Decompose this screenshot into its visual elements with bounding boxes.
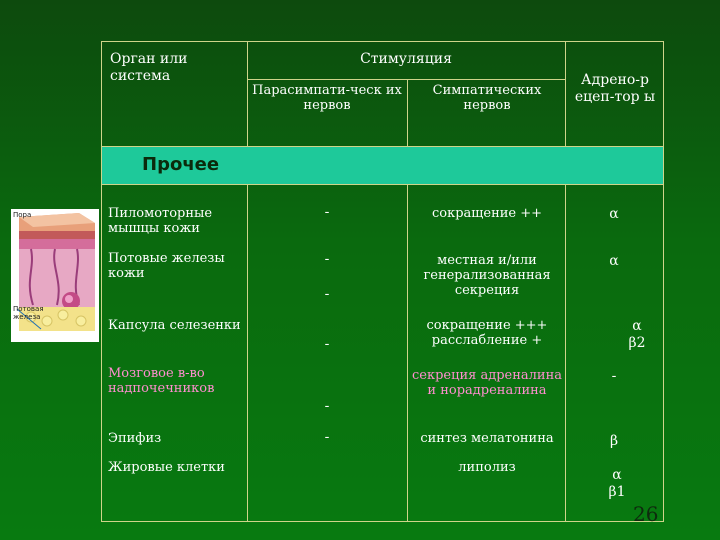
table-row-symp: секреция адреналина и норадреналина	[412, 368, 562, 398]
table-row-symp: липолиз	[458, 460, 516, 475]
table-row-para: -	[324, 251, 330, 267]
page-number: 26	[633, 502, 659, 526]
table-extra-dash: -	[324, 286, 330, 302]
table-row-para: -	[324, 336, 330, 352]
table-row-receptor: -	[611, 368, 617, 384]
table-row-para: -	[324, 398, 330, 414]
table-row-symp: местная и/или генерализованная секреция	[423, 253, 551, 298]
table-row-para: -	[324, 429, 330, 445]
table-row-organ: Эпифиз	[108, 431, 162, 446]
comparison-table	[101, 41, 664, 522]
table-row-para: -	[324, 204, 330, 220]
header-adrenoreceptors: Адрено-р ецеп-тор ы	[574, 72, 656, 105]
table-row-symp: синтез мелатонина	[420, 431, 554, 446]
table-row-receptor: α	[609, 253, 619, 269]
header-organ-system: Орган или система	[110, 51, 188, 84]
table-row-receptor: α β2	[628, 318, 646, 351]
section-title: Прочее	[142, 154, 220, 175]
header-parasympathetic: Парасимпати-ческ их нервов	[252, 83, 402, 113]
header-stimulation: Стимуляция	[360, 51, 452, 67]
figure-label-sweat-gland: Потовая железа	[13, 305, 44, 321]
table-row-receptor: α	[609, 206, 619, 222]
skin-cross-section-figure	[11, 209, 99, 342]
section-band	[102, 146, 663, 185]
table-row-organ: Жировые клетки	[108, 460, 225, 475]
table-row-receptor: α β1	[608, 467, 626, 500]
table-row-organ: Пиломоторные мышцы кожи	[108, 206, 213, 236]
table-row-symp: сокращение +++ расслабление +	[426, 318, 548, 348]
table-row-organ: Мозговое в-во надпочечников	[108, 366, 215, 396]
table-row-organ: Потовые железы кожи	[108, 251, 225, 281]
table-row-symp: сокращение ++	[431, 206, 543, 221]
figure-label-pore: Пора	[13, 211, 32, 219]
table-row-receptor: β	[609, 433, 619, 449]
header-sympathetic: Симпатических нервов	[432, 83, 542, 113]
table-row-organ: Капсула селезенки	[108, 318, 241, 333]
